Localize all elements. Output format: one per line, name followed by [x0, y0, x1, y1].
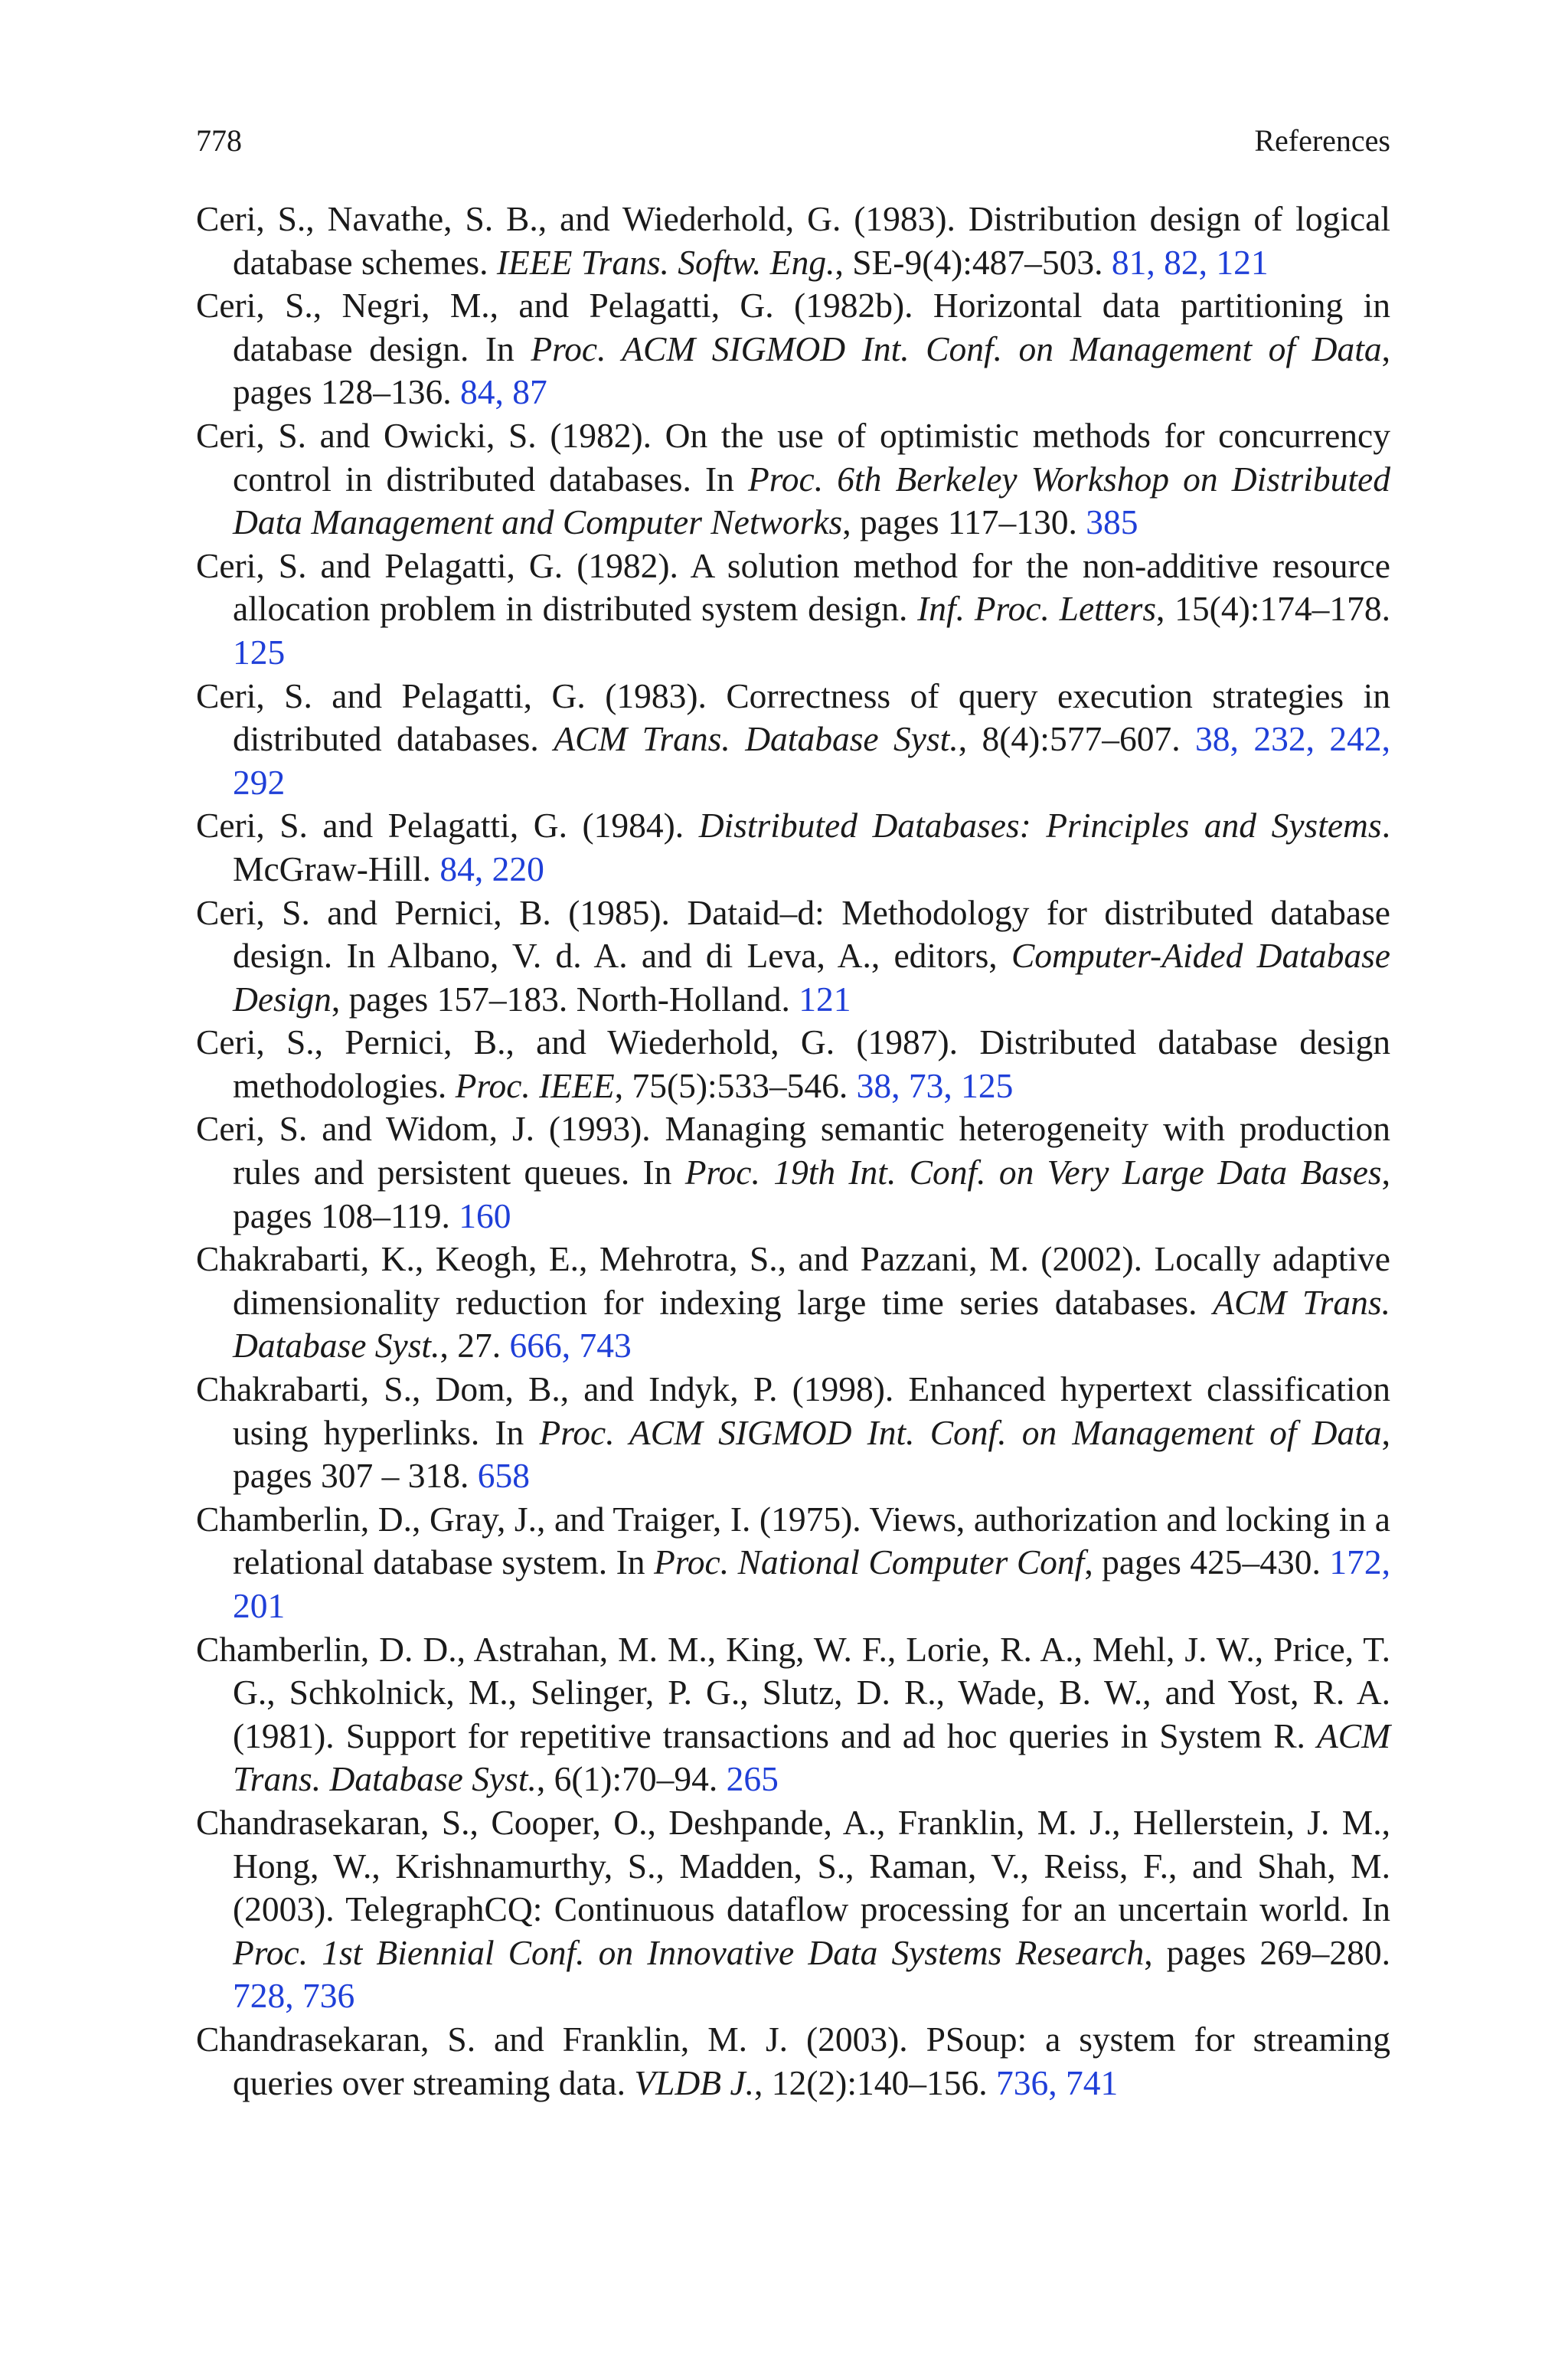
reference-entry [196, 1628, 1390, 1801]
reference-venue: IEEE Trans. Softw. Eng. [496, 242, 835, 282]
reference-entry [196, 1021, 1390, 1107]
backref-links[interactable]: 172, 201 [233, 1542, 1390, 1625]
reference-details: , pages 128–136. [233, 329, 1390, 412]
backref-links[interactable]: 84, 87 [459, 372, 547, 412]
reference-entry [196, 545, 1390, 675]
reference-details: , pages 157–183. North-Holland. [331, 979, 799, 1019]
reference-entry [196, 1238, 1390, 1368]
reference-venue: Inf. Proc. Letters [917, 589, 1157, 629]
reference-venue: ACM Trans. Database Syst. [233, 1716, 1390, 1799]
reference-entry [196, 1498, 1390, 1628]
backref-links[interactable]: 125 [233, 632, 286, 672]
backref-links[interactable]: 658 [477, 1456, 530, 1496]
backref-links[interactable]: 736, 741 [995, 2062, 1119, 2102]
reference-entry [196, 675, 1390, 805]
reference-details: , 15(4):174–178. [1156, 589, 1390, 629]
reference-venue: Proc. 6th Berkeley Workshop on Distributed Data Management and Computer Networks [233, 459, 1390, 542]
reference-text: Chamberlin, D. D., Astrahan, M. M., King, W. F., Lorie, R. A., Mehl, J. W., Price, T. G., Schkolnick, M., Selinger, P. G., Slutz, D. R., Wade, B. W., and Yost, R. A. (1981). Support for repetitive transactions and ad hoc queries in System R. [196, 1629, 1390, 1755]
page-number: 778 [196, 123, 242, 158]
reference-entry [196, 804, 1390, 891]
reference-venue: Proc. IEEE [455, 1065, 615, 1105]
reference-entry [196, 891, 1390, 1022]
reference-list [196, 198, 1390, 2105]
backref-links[interactable]: 38, 73, 125 [856, 1065, 1014, 1105]
reference-venue: Proc. 1st Biennial Conf. on Innovative Data Systems Research [233, 1932, 1145, 1972]
reference-text: Ceri, S. and Pelagatti, G. (1984). [196, 806, 699, 846]
backref-links[interactable]: 265 [726, 1759, 779, 1799]
reference-venue: Distributed Databases: Principles and Systems [698, 806, 1382, 846]
reference-details: , 75(5):533–546. [614, 1065, 857, 1105]
reference-entry [196, 198, 1390, 284]
backref-links[interactable]: 385 [1086, 502, 1138, 542]
reference-text: Chamberlin, D., Gray, J., and Traiger, I. (1975). Views, authorization and locking in a relational database system. In [196, 1499, 1390, 1582]
reference-entry [196, 1801, 1390, 2018]
backref-links[interactable]: 728, 736 [233, 1976, 355, 2016]
backref-links[interactable]: 81, 82, 121 [1111, 242, 1269, 282]
reference-details: , 12(2):140–156. [754, 2062, 996, 2102]
reference-venue: Proc. ACM SIGMOD Int. Conf. on Management of Data [531, 329, 1382, 368]
reference-text: Ceri, S. and Pernici, B. (1985). Dataid–d: Methodology for distributed database design. In Albano, V. d. A. and di Leva, A., editors, [196, 892, 1390, 976]
reference-details: , 27. [439, 1326, 510, 1366]
reference-details: , 6(1):70–94. [536, 1759, 727, 1799]
reference-details: , SE-9(4):487–503. [835, 242, 1112, 282]
running-head [196, 123, 1390, 159]
backref-links[interactable]: 121 [799, 979, 851, 1019]
reference-text: Chandrasekaran, S. and Franklin, M. J. (2003). PSoup: a system for streaming queries over streaming data. [196, 2019, 1390, 2102]
reference-details: , pages 425–430. [1084, 1542, 1330, 1582]
reference-entry [196, 414, 1390, 545]
backref-links[interactable]: 38, 232, 242, 292 [233, 719, 1391, 802]
reference-venue: Proc. ACM SIGMOD Int. Conf. on Management of Data [539, 1412, 1382, 1452]
reference-text: Chandrasekaran, S., Cooper, O., Deshpande, A., Franklin, M. J., Hellerstein, J. M., Hong, W., Krishnamurthy, S., Madden, S., Raman, V., Reiss, F., and Shah, M. (2003). TelegraphCQ: Continuous dataflow processing for an uncertain world. In [196, 1802, 1390, 1929]
reference-text: Chakrabarti, S., Dom, B., and Indyk, P. (1998). Enhanced hypertext classification using hyperlinks. In [196, 1369, 1390, 1452]
reference-text: Ceri, S. and Owicki, S. (1982). On the use of optimistic methods for concurrency control in distributed databases. In [196, 415, 1390, 499]
reference-text: Ceri, S. and Pelagatti, G. (1983). Correctness of query execution strategies in distributed databases. [196, 675, 1390, 759]
reference-details: , pages 307 – 318. [233, 1412, 1390, 1496]
reference-details: , pages 269–280. [1144, 1932, 1390, 1972]
running-head-title: References [1254, 123, 1390, 158]
backref-links[interactable]: 160 [459, 1196, 511, 1235]
reference-entry [196, 2018, 1390, 2105]
reference-entry [196, 284, 1390, 414]
reference-text: Ceri, S., Pernici, B., and Wiederhold, G. (1987). Distributed database design methodologies. [196, 1022, 1390, 1105]
backref-links[interactable]: 666, 743 [509, 1326, 632, 1366]
reference-text: Ceri, S., Navathe, S. B., and Wiederhold, G. (1983). Distribution design of logical database schemes. [196, 199, 1390, 282]
backref-links[interactable]: 84, 220 [439, 849, 544, 888]
reference-venue: Computer-Aided Database Design [233, 936, 1390, 1019]
reference-venue: Proc. 19th Int. Conf. on Very Large Data Bases [684, 1153, 1382, 1192]
reference-details: . McGraw-Hill. [233, 806, 1390, 888]
reference-venue: Proc. National Computer Conf [654, 1542, 1085, 1582]
reference-details: , 8(4):577–607. [958, 719, 1196, 759]
reference-text: Ceri, S., Negri, M., and Pelagatti, G. (1982b). Horizontal data partitioning in database design. In [196, 286, 1390, 368]
reference-details: , pages 108–119. [233, 1153, 1390, 1235]
reference-text: Chakrabarti, K., Keogh, E., Mehrotra, S., and Pazzani, M. (2002). Locally adaptive dimensionality reduction for indexing large time series databases. [196, 1239, 1390, 1322]
reference-venue: VLDB J. [634, 2062, 755, 2102]
reference-text: Ceri, S. and Pelagatti, G. (1982). A solution method for the non-additive resource allocation problem in distributed system design. [196, 545, 1390, 629]
reference-venue: ACM Trans. Database Syst. [554, 719, 959, 759]
reference-entry [196, 1107, 1390, 1238]
reference-text: Ceri, S. and Widom, J. (1993). Managing semantic heterogeneity with production rules and persistent queues. In [196, 1109, 1390, 1192]
reference-entry [196, 1368, 1390, 1498]
reference-details: , pages 117–130. [842, 502, 1086, 542]
reference-venue: ACM Trans. Database Syst. [233, 1282, 1390, 1366]
